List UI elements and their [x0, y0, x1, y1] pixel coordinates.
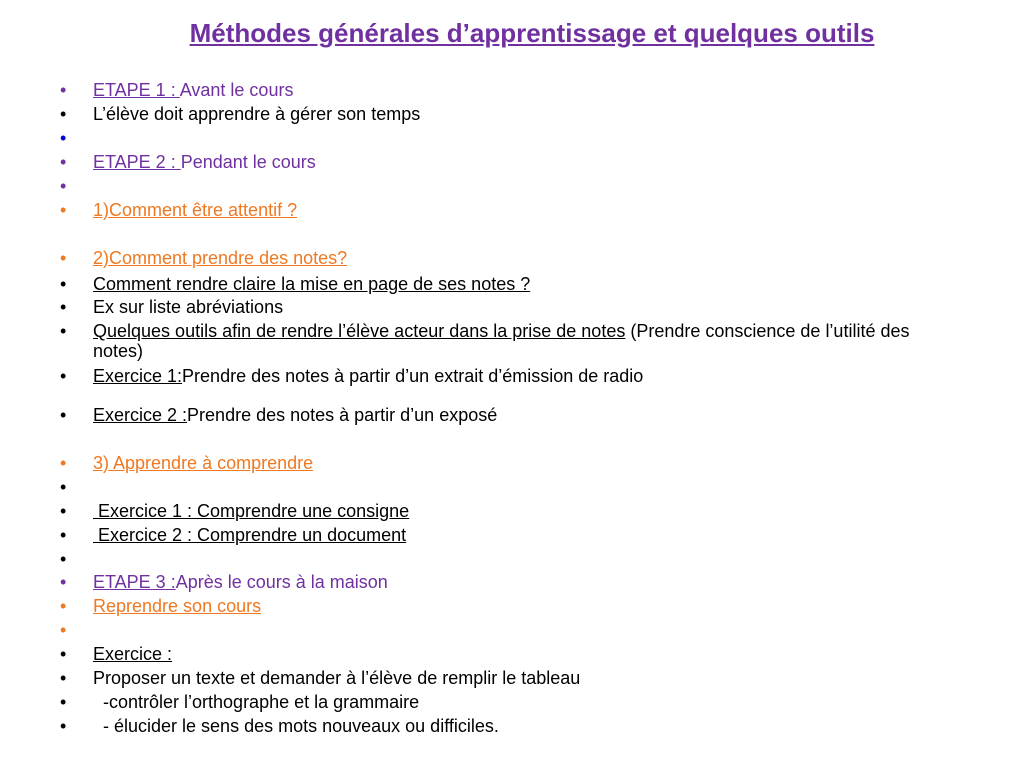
bullet-icon: •: [60, 200, 67, 220]
bullet-icon: •: [60, 321, 67, 341]
bullet-icon: •: [60, 620, 67, 640]
bullet-icon: •: [60, 453, 67, 473]
bullet-icon: •: [60, 80, 67, 100]
underlined-text: Quelques outils afin de rendre l’élève acteur dans la prise de notes: [93, 321, 626, 341]
list-item-text: [93, 200, 913, 220]
bullet-icon: •: [60, 549, 67, 569]
list-item-text: [93, 453, 913, 473]
list-item-text: [93, 596, 913, 616]
list-item-text: [93, 501, 913, 521]
list-item-text: [93, 525, 913, 545]
slide-title: Méthodes générales d’apprentissage et quelques outils: [189, 18, 875, 48]
bullet-icon: •: [60, 644, 67, 664]
item-text: Ex sur liste abréviations: [93, 297, 284, 317]
list-item-text: [93, 405, 913, 425]
list-item-text: [93, 274, 913, 294]
bullet-icon: •: [60, 248, 67, 268]
bullet-icon: •: [60, 501, 67, 521]
item-text: - élucider le sens des mots nouveaux ou difficiles.: [93, 716, 499, 736]
underlined-text: 2)Comment prendre des notes?: [93, 248, 348, 268]
bullet-icon: •: [60, 104, 67, 124]
bullet-icon: •: [60, 525, 67, 545]
list-item-text: [93, 366, 913, 386]
bullet-icon: •: [60, 477, 67, 497]
list-item-text: [93, 668, 913, 688]
bullet-icon: •: [60, 366, 67, 386]
item-text: (Prendre conscience de l’utilité des notes): [93, 321, 910, 361]
list-item-text: [93, 572, 913, 592]
bullet-icon: •: [60, 596, 67, 616]
underlined-text: 3) Apprendre à comprendre: [93, 453, 314, 473]
underlined-text: Exercice 1:: [93, 366, 183, 386]
list-item-text: [93, 248, 913, 268]
bullet-icon: •: [60, 405, 67, 425]
item-text: Pendant le cours: [180, 152, 316, 172]
item-text: Proposer un texte et demander à l’élève de remplir le tableau: [93, 668, 581, 688]
bullet-icon: •: [60, 176, 67, 196]
underlined-text: ETAPE 1 :: [93, 80, 180, 100]
list-item-text: [93, 321, 913, 361]
underlined-text: Exercice 1 : Comprendre une consigne: [93, 501, 410, 521]
underlined-text: Exercice :: [93, 644, 173, 664]
list-item-text: [93, 104, 913, 124]
bullet-icon: •: [60, 128, 67, 148]
underlined-text: Exercice 2 : Comprendre un document: [93, 525, 407, 545]
bullet-icon: •: [60, 297, 67, 317]
item-text: Prendre des notes à partir d’un exposé: [187, 405, 498, 425]
list-item-text: [93, 152, 913, 172]
underlined-text: Reprendre son cours: [93, 596, 262, 616]
bullet-icon: •: [60, 692, 67, 712]
underlined-text: Comment rendre claire la mise en page de ses notes ?: [93, 274, 531, 294]
underlined-text: 1)Comment être attentif ?: [93, 200, 298, 220]
bullet-icon: •: [60, 572, 67, 592]
list-item-text: [93, 297, 913, 317]
list-item-text: [93, 644, 913, 664]
bullet-icon: •: [60, 668, 67, 688]
bullet-icon: •: [60, 152, 67, 172]
underlined-text: ETAPE 3 :: [93, 572, 176, 592]
item-text: -contrôler l’orthographe et la grammaire: [93, 692, 420, 712]
bullet-icon: •: [60, 716, 67, 736]
list-item-text: [93, 80, 913, 100]
item-text: Avant le cours: [179, 80, 294, 100]
item-text: Après le cours à la maison: [175, 572, 388, 592]
list-item-text: [93, 716, 913, 736]
item-text: L’élève doit apprendre à gérer son temps: [93, 104, 421, 124]
underlined-text: ETAPE 2 :: [93, 152, 181, 172]
bullet-icon: •: [60, 274, 67, 294]
list-item-text: [93, 692, 913, 712]
item-text: Prendre des notes à partir d’un extrait d’émission de radio: [182, 366, 644, 386]
underlined-text: Exercice 2 :: [93, 405, 188, 425]
